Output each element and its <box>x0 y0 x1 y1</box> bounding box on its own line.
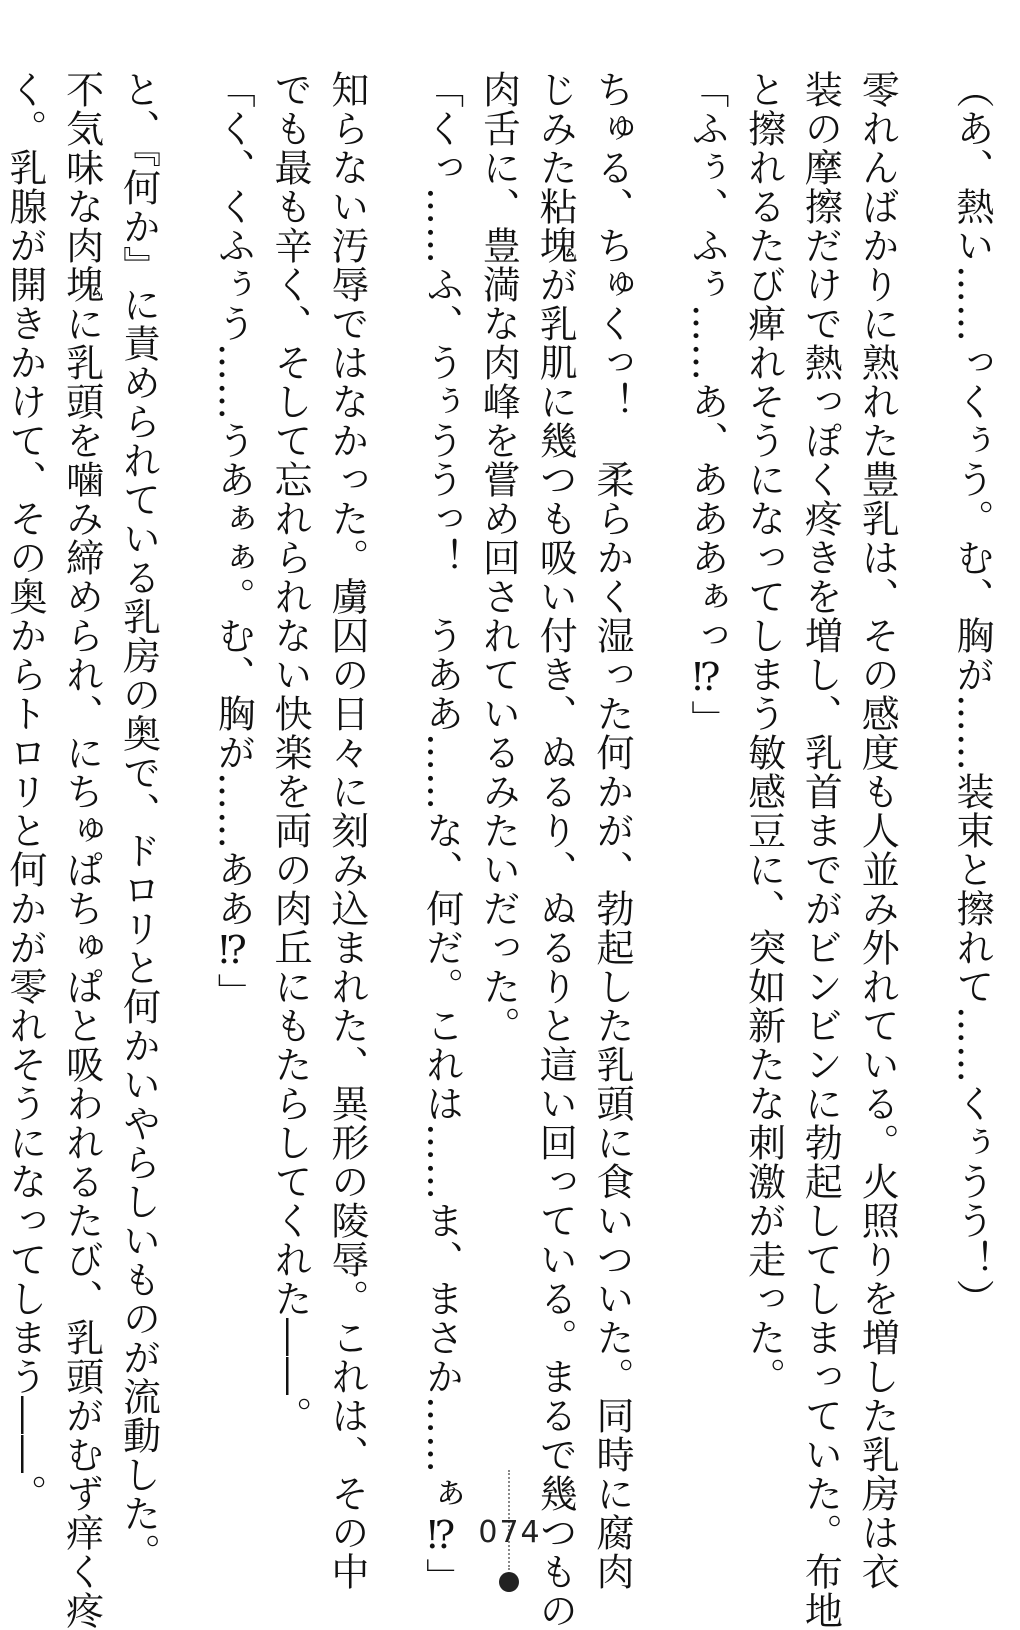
text-line: 「ふぅ、ふぅ……あ、あああぁっ⁉」 <box>684 70 729 739</box>
text-line: 「くっ……ふ、うぅううっ！ うああ……な、何だ。これは……ま、まさか……ぁ⁉」 <box>419 70 464 1597</box>
text-line: と、『何か』に責められている乳房の奥で、ドロリと何かいやらしいものが流動した。 <box>116 70 161 1572</box>
text-line: と擦れるたび痺れそうになってしまう敏感豆に、突如新たな刺激が走った。 <box>741 70 786 1396</box>
text-line: じみた粘塊が乳肌に幾つも吸い付き、ぬるり、ぬるりと這い回っている。まるで幾つもの <box>533 70 578 1630</box>
text-line: 不気味な肉塊に乳頭を噛み締められ、にちゅぱちゅぱと吸われるたび、乳頭がむず痒く疼 <box>59 70 104 1630</box>
text-line: 知らない汚辱ではなかった。虜囚の日々に刻み込まれた、異形の陵辱。これは、その中 <box>324 70 369 1591</box>
text-line: く。乳腺が開きかけて、その奥からトロリと何かが零れそうになってしまう――。 <box>2 70 47 1513</box>
text-line: 「く、くふぅう……うあぁぁ。む、胸が……ああ⁉」 <box>211 70 256 1012</box>
text-line: ちゅる、ちゅくっ！ 柔らかく湿った何かが、勃起した乳頭に食いついた。同時に腐肉 <box>590 70 635 1591</box>
footer-dot-ornament <box>499 1572 519 1592</box>
text-line: 零れんばかりに熟れた豊乳は、その感度も人並み外れている。火照りを増した乳房は衣 <box>855 70 900 1591</box>
page-number: 074 <box>478 1515 542 1550</box>
text-line: 装の摩擦だけで熱っぽく疼きを増し、乳首までがビンビンに勃起してしまっていた。布地 <box>798 70 843 1630</box>
text-line: （あ、熱い……っくぅう。む、胸が……装束と擦れて……くぅうう！） <box>950 70 994 1318</box>
text-line: でも最も辛く、そして忘れられない快楽を両の肉丘にもたらしてくれた――。 <box>268 70 313 1435</box>
text-line: 肉舌に、豊満な肉峰を嘗め回されているみたいだった。 <box>476 70 521 1045</box>
